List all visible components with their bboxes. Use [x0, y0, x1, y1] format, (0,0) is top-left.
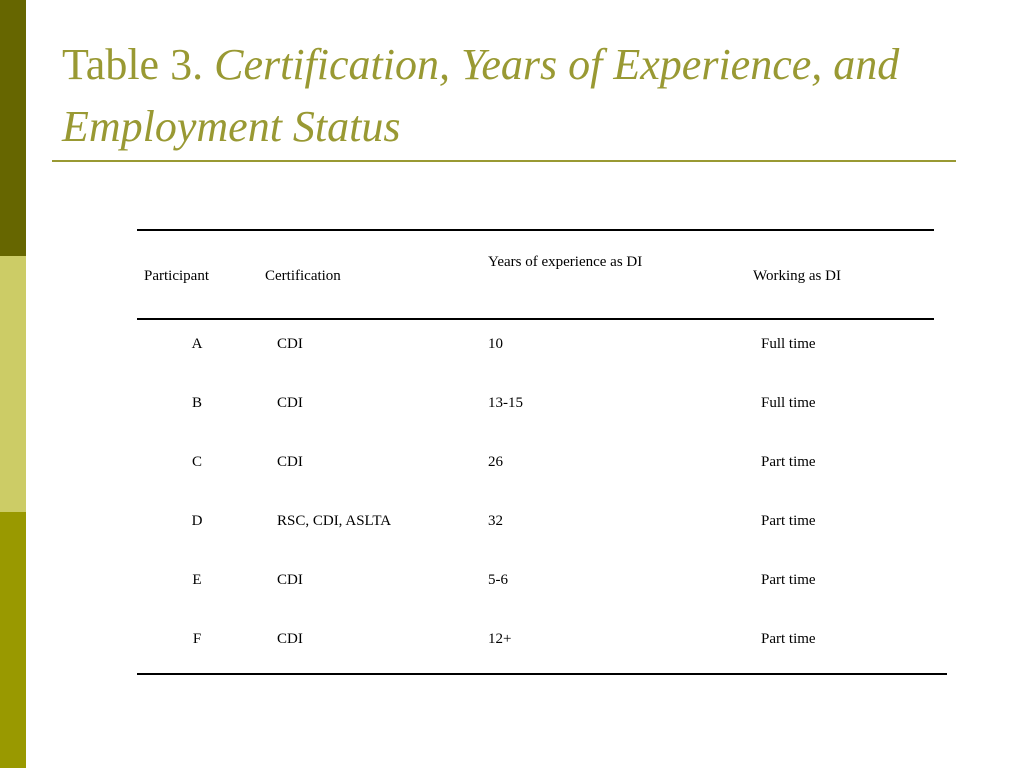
cell-years: 12+	[488, 631, 512, 647]
header-certification: Certification	[265, 268, 341, 284]
cell-participant: D	[191, 513, 203, 529]
cell-certification: RSC, CDI, ASLTA	[277, 513, 392, 529]
cell-certification: CDI	[277, 395, 303, 411]
cell-participant: A	[191, 336, 203, 352]
header-working: Working as DI	[753, 268, 841, 284]
cell-participant: E	[192, 572, 202, 588]
table-top-rule	[137, 229, 934, 231]
table-header-rule	[137, 318, 934, 320]
cell-working: Full time	[761, 336, 816, 352]
cell-participant: F	[192, 631, 202, 647]
cell-working: Part time	[761, 513, 816, 529]
cell-working: Part time	[761, 572, 816, 588]
cell-years: 13-15	[488, 395, 523, 411]
table-bottom-rule	[137, 673, 947, 675]
cell-certification: CDI	[277, 454, 303, 470]
cell-years: 26	[488, 454, 503, 470]
sidebar-dark-segment	[0, 0, 26, 256]
slide-title	[62, 34, 962, 158]
title-italic: Certification, Years of Experience, and Employment Status	[62, 40, 900, 151]
cell-participant: B	[191, 395, 202, 411]
cell-working: Part time	[761, 631, 816, 647]
header-participant: Participant	[144, 268, 209, 284]
cell-certification: CDI	[277, 631, 303, 647]
cell-participant: C	[191, 454, 202, 470]
sidebar-light-segment	[0, 256, 26, 512]
cell-working: Part time	[761, 454, 816, 470]
header-years: Years of experience as DI	[488, 254, 643, 270]
cell-working: Full time	[761, 395, 816, 411]
cell-years: 32	[488, 513, 503, 529]
title-prefix: Table 3.	[62, 40, 215, 89]
cell-years: 10	[488, 336, 503, 352]
cell-certification: CDI	[277, 572, 303, 588]
title-underline	[52, 160, 956, 162]
cell-certification: CDI	[277, 336, 303, 352]
cell-years: 5-6	[488, 572, 508, 588]
sidebar-olive-segment	[0, 512, 26, 768]
